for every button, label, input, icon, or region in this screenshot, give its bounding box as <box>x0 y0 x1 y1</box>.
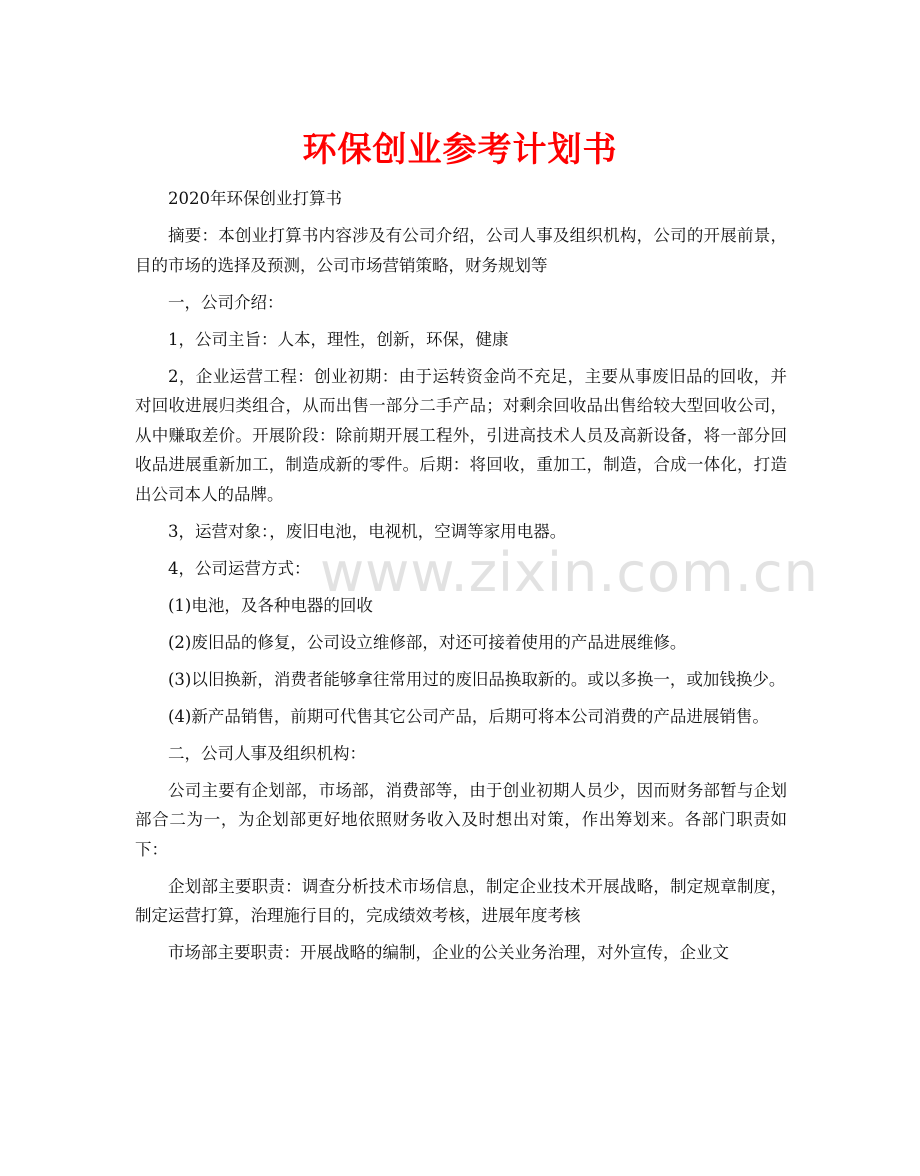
paragraph-operations-method: 4，公司运营方式： <box>168 558 311 578</box>
paragraph-abstract: 摘要：本创业打算书内容涉及有公司介绍，公司人事及组织机构，公司的开展前景，目的市场的选择及预测，公司市场营销策略，财务规划等 <box>135 226 787 275</box>
document-title: 环保创业参考计划书 <box>302 130 618 170</box>
list-item-battery-recycling: (1)电池，及各种电器的回收 <box>168 595 373 615</box>
watermark: www.zixin.com.cn <box>320 541 819 604</box>
paragraph-operations-target: 3，运营对象：，废旧电池，电视机，空调等家用电器。 <box>168 521 567 541</box>
paragraph-market-dept: 市场部主要职责：开展战略的编制，企业的公关业务治理，对外宣传，企业文 <box>168 943 729 962</box>
paragraph-company-purpose: 1，公司主旨：人本，理性，创新，环保，健康 <box>168 329 509 349</box>
section-heading-company-intro: 一，公司介绍： <box>168 292 284 312</box>
list-item-new-product-sales: (4)新产品销售，前期可代售其它公司产品，后期可将本公司消费的产品进展销售。 <box>168 706 769 726</box>
paragraph-departments: 公司主要有企划部，市场部，消费部等，由于创业初期人员少，因而财务部暂与企划部合二为一，为企划部更好地依照财务收入及时想出对策，作出筹划来。各部门职责如下： <box>135 780 787 859</box>
paragraph-subtitle: 2020年环保创业打算书 <box>168 189 342 208</box>
list-item-repair: (2)废旧品的修复，公司设立维修部，对还可接着使用的产品进展维修。 <box>168 632 687 652</box>
paragraph-planning-dept: 企划部主要职责：调查分析技术市场信息，制定企业技术开展战略，制定规章制度，制定运营打算，治理施行目的，完成绩效考核，进展年度考核 <box>135 876 787 925</box>
list-item-trade-in: (3)以旧换新，消费者能够拿往常用过的废旧品换取新的。或以多换一，或加钱换少。 <box>168 669 786 689</box>
document-body <box>135 184 787 975</box>
section-heading-personnel: 二，公司人事及组织机构： <box>168 743 366 763</box>
paragraph-operations-project: 2，企业运营工程：创业初期：由于运转资金尚不充足，主要从事废旧品的回收，并对回收进展归类组合，从而出售一部分二手产品；对剩余回收品出售给较大型回收公司，从中赚取差价。开展阶段：除前期开展工程外，引进高技术人员及高新设备，将一部分回收品进展重新加工，制造成新的零件。后期：将回收，重加工，制造，合成一体化，打造出公司本人的品牌。 <box>135 366 787 504</box>
